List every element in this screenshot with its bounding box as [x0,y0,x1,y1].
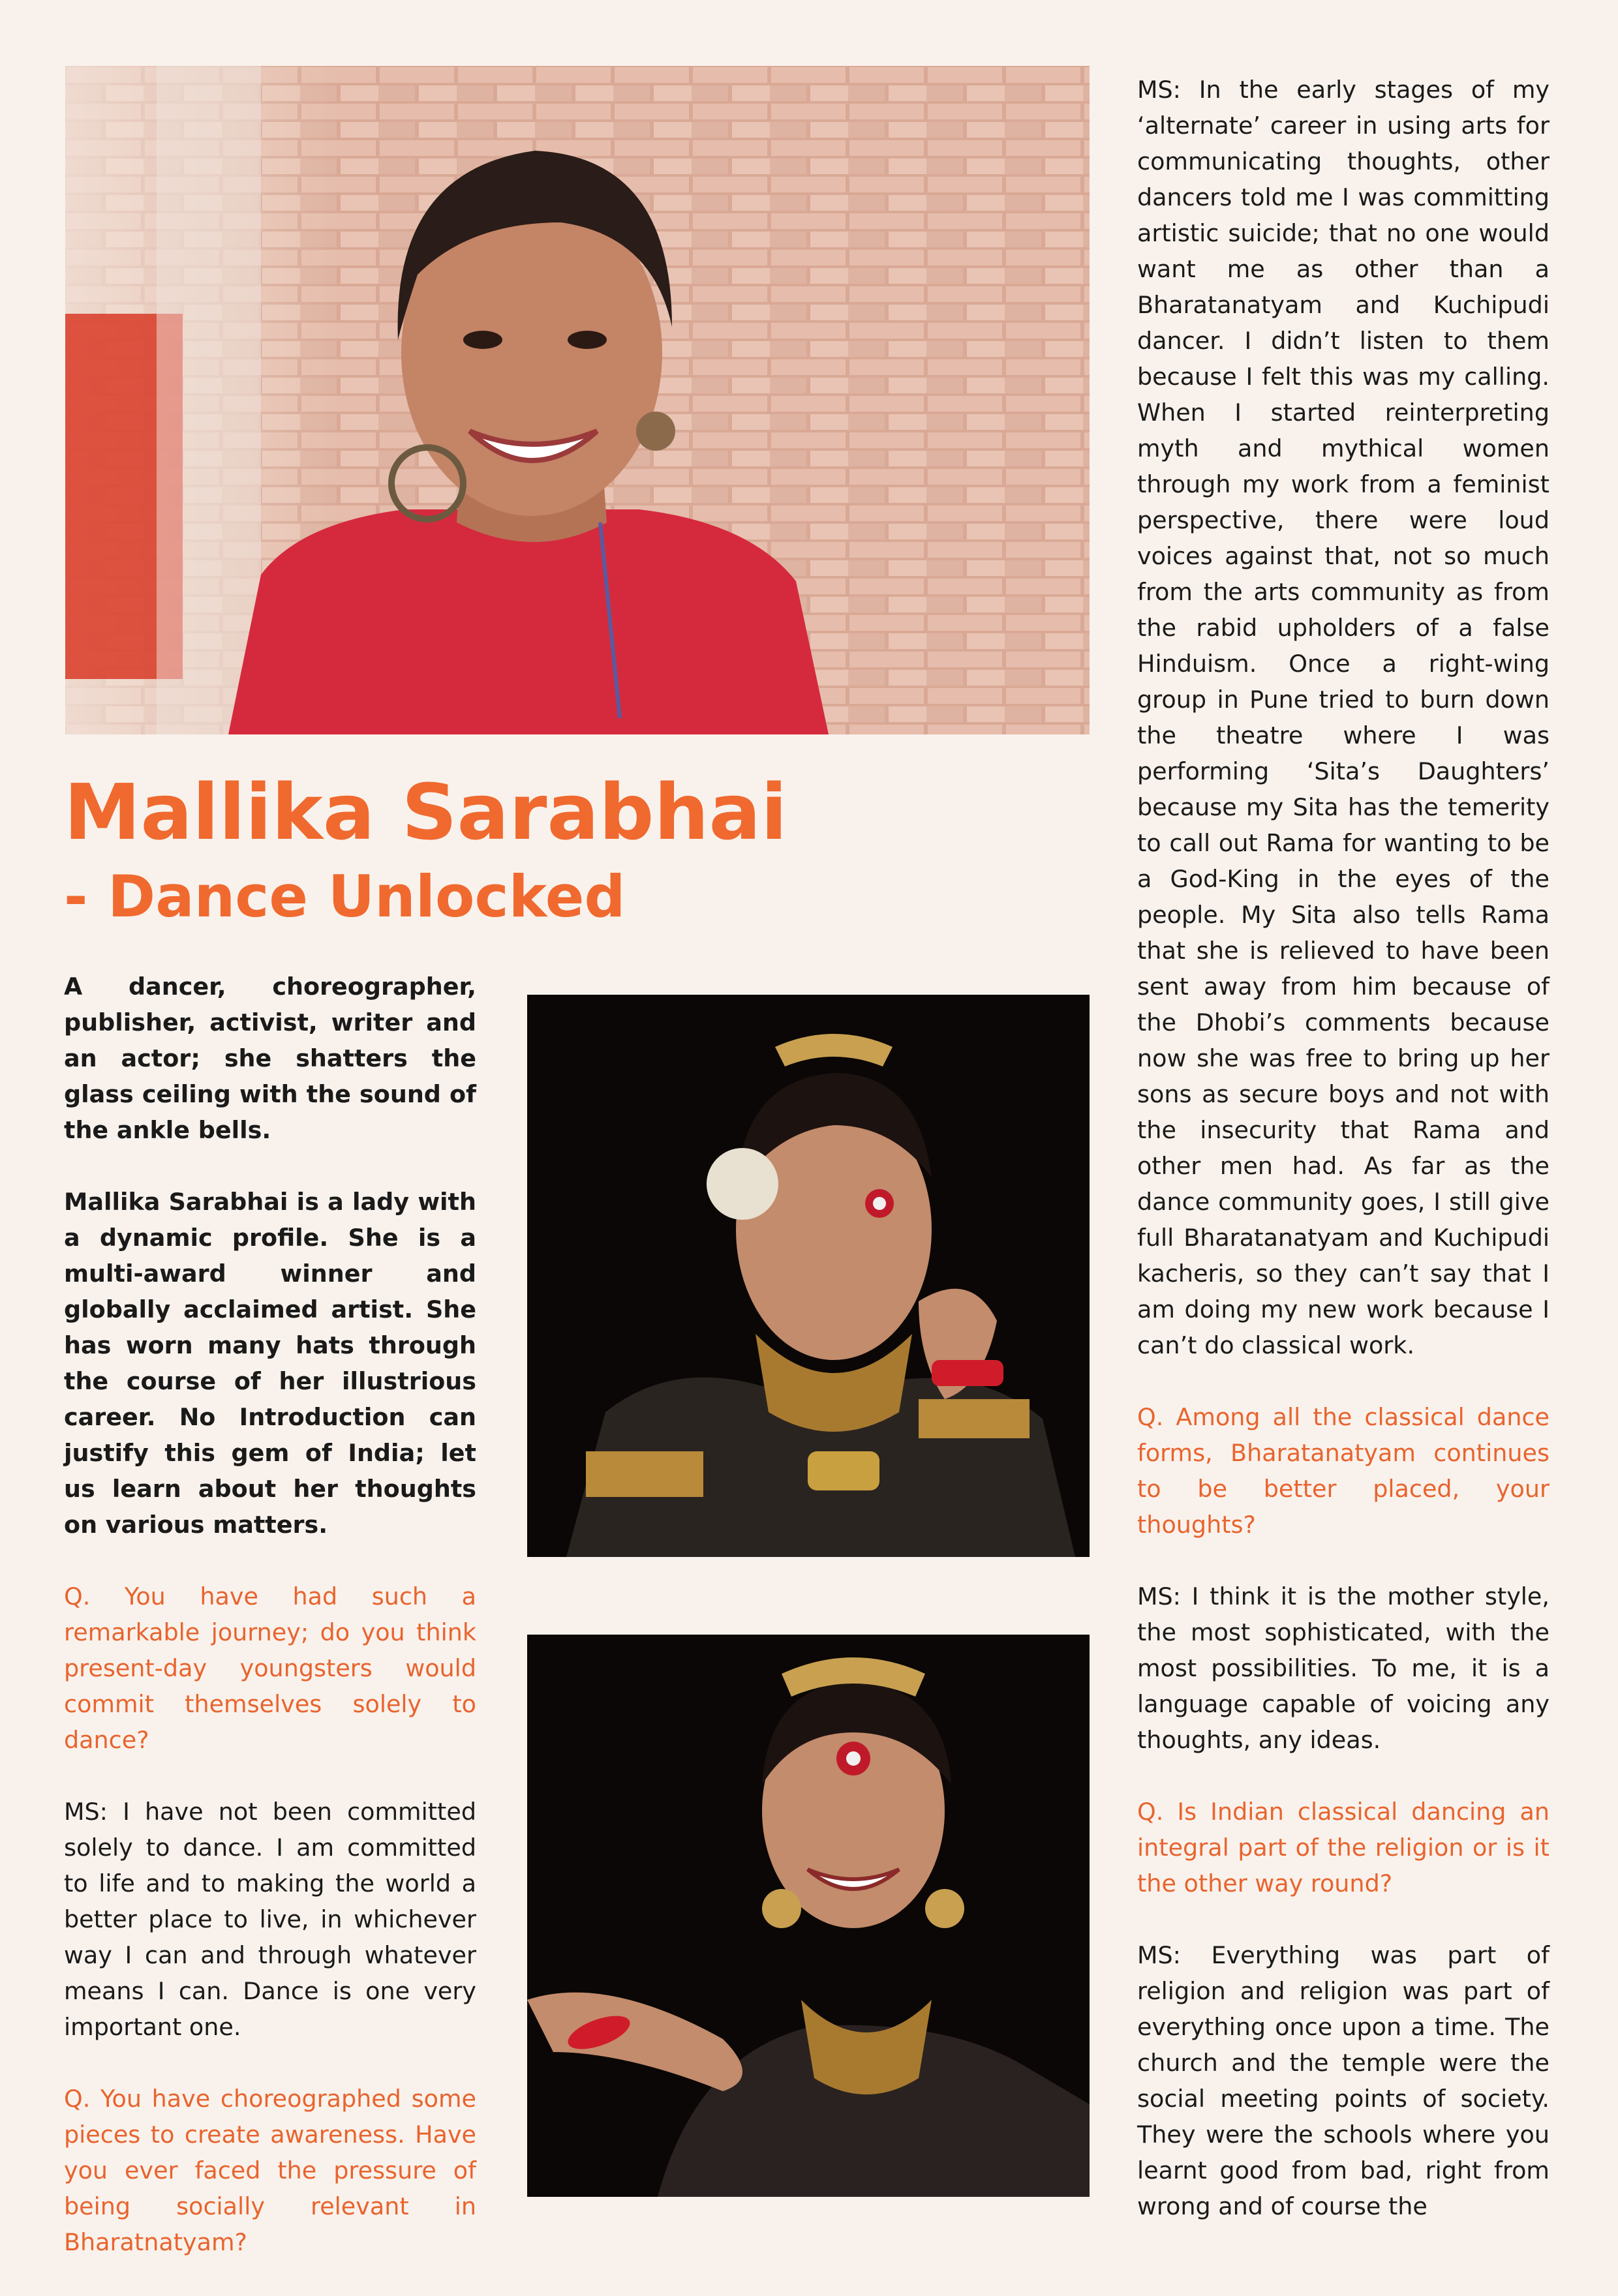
answer-2: MS: In the early stages of my ‘alternate’ career in using arts for communicating thoughts, other dancers told me I was committing artistic suicide; that no one would want me as other than a Bharatanatyam and Kuchipudi dancer. I didn’t listen to them because I felt this was my calling. When I started reinterpreting myth and mythical women through my work from a feminist perspective, there were loud voices against that, not so much from the arts community as from the rabid upholders of a false Hinduism. Once a right-wing group in Pune tried to burn down the theatre where I was performing ‘Sita’s Daughters’ because my Sita has the temerity to call out Rama for wanting to be a God-King in the eyes of the people. My Sita also tells Rama that she is relieved to have been sent away from him because of the Dhobi’s comments because now she was free to bring up her sons as secure boys and not with the insecurity that Rama and other men had. As far as the dance community goes, I still give full Bharatanatyam and Kuchipudi kacheris, so they can’t say that I am doing my new work because I can’t do classical work. [1137,76,1549,1359]
intro-paragraph: A dancer, choreographer, publisher, activist, writer and an actor; she shatters the glass ceiling with the sound of the ankle bells. [64,973,476,1144]
answer-3: MS: I think it is the mother style, the most sophisticated, with the most possibilities. To me, it is a language capable of voicing any thoughts, any ideas. [1137,1582,1549,1754]
title-main: Mallika Sarabhai [64,767,787,857]
dance-photo-1 [527,995,1090,1557]
question-4: Q. Is Indian classical dancing an integral part of the religion or is it the other way round? [1137,1798,1549,1897]
answer-4: MS: Everything was part of religion and religion was part of everything once upon a time. The church and the temple were the social meeting points of society. They were the schools where you learnt good from bad, right from wrong and of course the [1137,1941,1549,2220]
question-2: Q. You have choreographed some pieces to create awareness. Have you ever faced the pressure of being socially relevant in Bharatnatyam? [64,2085,476,2256]
right-column [1137,72,1549,2260]
question-3: Q. Among all the classical dance forms, Bharatanatyam continues to be better placed, your thoughts? [1137,1403,1549,1539]
portrait-photo [65,66,1090,734]
profile-paragraph: Mallika Sarabhai is a lady with a dynamic profile. She is a multi-award winner and globally acclaimed artist. She has worn many hats through the course of her illustrious career. No Introduction can justify this gem of India; let us learn about her thoughts on various matters. [64,1188,476,1539]
dance-photo-2 [527,1635,1090,2197]
question-1: Q. You have had such a remarkable journey; do you think present-day youngsters would commit themselves solely to dance? [64,1582,476,1754]
left-column [64,969,476,2296]
article-title [64,766,787,936]
answer-1: MS: I have not been committed solely to dance. I am committed to life and to making the world a better place to live, in whichever way I can and through whatever means I can. Dance is one very important one. [64,1798,476,2041]
title-subtitle: - Dance Unlocked [64,863,626,930]
